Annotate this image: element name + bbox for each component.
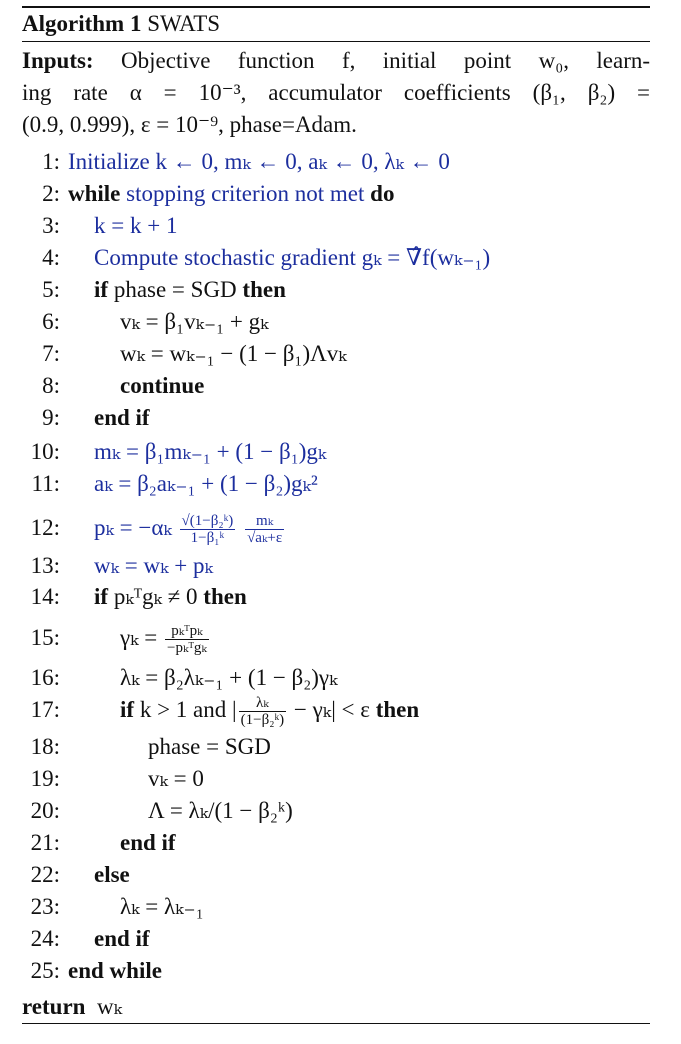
algorithm-label: Algorithm 1 <box>22 11 142 36</box>
cond-fraction: $\frac{\text{λₖ}}{\text{(1−β₂ᵏ)}}$ <box>240 695 285 729</box>
gamma-fraction: $\frac{\text{pₖᵀpₖ}}{\text{−pₖᵀgₖ}}$ <box>167 623 207 657</box>
inputs-block <box>22 45 650 141</box>
return-value: wₖ <box>96 994 122 1019</box>
return-line <box>22 992 122 1022</box>
return-keyword: return <box>22 994 86 1019</box>
inputs-line-3: (0.9, 0.999), ε = 10⁻⁹, phase=Adam. <box>22 112 357 137</box>
p-fraction-1: $\frac{\text{√(1−β₂ᵏ)}}{\text{1−β₁ᵏ}}$ <box>181 513 234 547</box>
p-fraction-2: $\frac{\text{mₖ}}{\text{√aₖ+ε}}$ <box>247 513 283 547</box>
algorithm-title <box>22 10 220 38</box>
inputs-line-1: Inputs: Objective function f, initial point w₀, learn- <box>22 48 651 73</box>
inputs-label: Inputs: <box>22 48 94 73</box>
inputs-line-2: ing rate α = 10⁻³, accumulator coefficients (β₁, β₂) = <box>22 80 650 105</box>
header-rule <box>22 41 650 42</box>
bottom-rule <box>22 1023 650 1024</box>
top-rule <box>22 6 650 8</box>
algorithm-name: SWATS <box>147 11 221 36</box>
